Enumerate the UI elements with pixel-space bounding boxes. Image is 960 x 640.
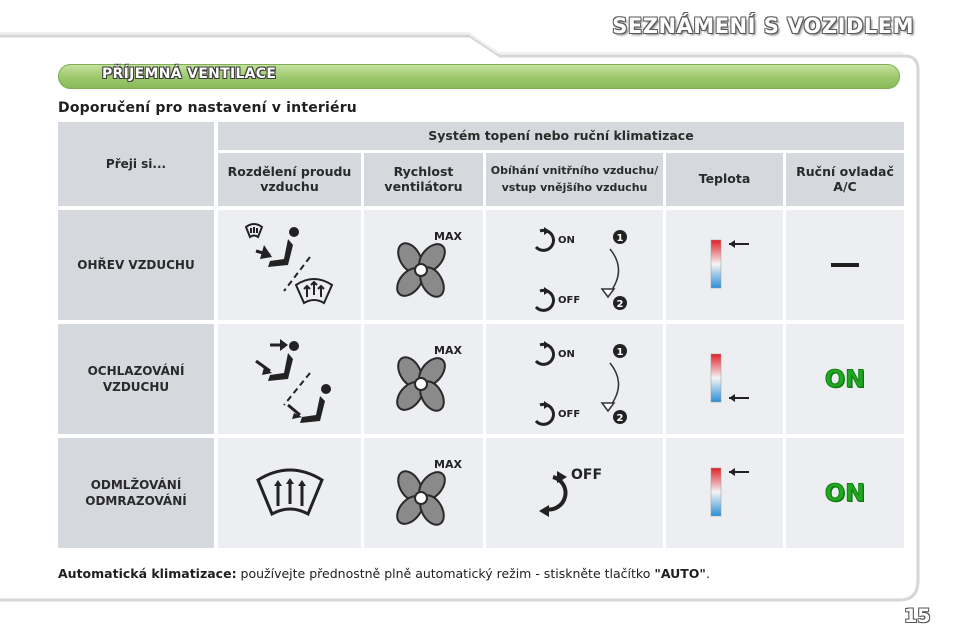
row3-temperature-cell — [666, 438, 783, 548]
step-two-badge: 2 — [616, 413, 623, 424]
row-header-demisting — [58, 438, 214, 548]
row1-fan-speed-cell — [364, 210, 483, 320]
row2-temperature-cell — [666, 324, 783, 434]
row-label: ODMLŽOVÁNÍ — [90, 477, 182, 492]
corner-label: Přeji si... — [105, 156, 167, 171]
column-header-recirculation — [486, 153, 663, 206]
footer-end: . — [705, 566, 710, 581]
row1-recirculation-cell — [486, 210, 663, 320]
column-header-fan-speed — [364, 153, 483, 206]
fan-max-label: MAX — [433, 344, 462, 357]
footer-note — [58, 566, 710, 581]
row-label: ODMRAZOVÁNÍ — [85, 494, 187, 508]
step-one-badge: 1 — [616, 233, 623, 244]
column-header-line: Teplota — [698, 171, 751, 187]
step-two-badge: 2 — [616, 299, 623, 310]
row3-fan-speed-cell — [364, 438, 483, 548]
row1-ac-cell — [786, 210, 904, 320]
footer-text: používejte přednostně plně automatický režim - stiskněte tlačítko — [236, 566, 655, 581]
row1-temperature-cell — [666, 210, 783, 320]
row2-ac-cell — [786, 324, 904, 434]
ac-not-applicable-dash — [831, 263, 859, 267]
row-label: VZDUCHU — [102, 380, 170, 394]
recirc-off-label: OFF — [557, 409, 580, 420]
ventilation-table — [58, 122, 904, 548]
ac-on-label: ON — [824, 365, 866, 393]
row-header-heating — [58, 210, 214, 320]
column-header-ac-control — [786, 153, 904, 206]
group-header — [218, 122, 904, 150]
air-to-feet-and-windscreen-icon — [230, 215, 350, 315]
footer-auto-button-name: "AUTO" — [654, 566, 706, 581]
fan-max-icon — [374, 220, 474, 310]
column-header-line: vstup vnějšího vzduchu — [501, 180, 648, 194]
air-to-face-and-feet-icon — [230, 329, 350, 429]
page-header-title: SEZNÁMENÍ S VOZIDLEM — [612, 14, 914, 38]
row3-recirculation-cell — [486, 438, 663, 548]
recirculation-on-off-icon — [500, 215, 650, 315]
step-one-badge: 1 — [616, 347, 623, 358]
fan-max-label: MAX — [433, 230, 462, 243]
column-header-line: Rozdělení proudu — [227, 164, 352, 180]
corner-header — [58, 122, 214, 206]
fan-max-icon — [374, 334, 474, 424]
column-header-air-distribution — [218, 153, 361, 206]
recirc-on-label: ON — [557, 235, 575, 246]
temperature-low-icon — [685, 334, 765, 424]
column-header-line: Rychlost — [393, 164, 454, 180]
column-header-line: Obíhání vnitřního vzduchu/ — [490, 163, 659, 177]
column-header-line: Ruční ovladač — [796, 164, 894, 180]
recirc-on-label: ON — [557, 349, 575, 360]
page-number: 15 — [904, 605, 931, 627]
column-header-line: A/C — [833, 178, 857, 194]
table-subtitle: Doporučení pro nastavení v interiéru — [58, 100, 357, 116]
windscreen-demist-icon — [250, 458, 330, 528]
section-title: PŘÍJEMNÁ VENTILACE — [102, 66, 277, 82]
row-label: OHŘEV VZDUCHU — [77, 257, 195, 272]
recirc-off-label: OFF — [570, 467, 602, 483]
row-header-cooling — [58, 324, 214, 434]
column-header-temperature — [666, 153, 783, 206]
temperature-high-icon — [685, 220, 765, 310]
column-header-line: ventilátoru — [384, 178, 463, 194]
row2-recirculation-cell — [486, 324, 663, 434]
row-label: OCHLAZOVÁNÍ — [87, 363, 185, 378]
row2-air-distribution-cell — [218, 324, 361, 434]
row1-air-distribution-cell — [218, 210, 361, 320]
recirculation-off-icon — [515, 453, 635, 533]
temperature-high-icon — [685, 448, 765, 538]
ac-on-label: ON — [824, 479, 866, 507]
footer-label: Automatická klimatizace: — [58, 566, 237, 581]
fan-max-label: MAX — [433, 458, 462, 471]
recirc-off-label: OFF — [557, 295, 580, 306]
group-header-label: Systém topení nebo ruční klimatizace — [428, 127, 694, 143]
column-header-line: vzduchu — [260, 178, 319, 194]
recirculation-on-off-icon — [500, 329, 650, 429]
row3-ac-cell — [786, 438, 904, 548]
fan-max-icon — [374, 448, 474, 538]
row3-air-distribution-cell — [218, 438, 361, 548]
row2-fan-speed-cell — [364, 324, 483, 434]
